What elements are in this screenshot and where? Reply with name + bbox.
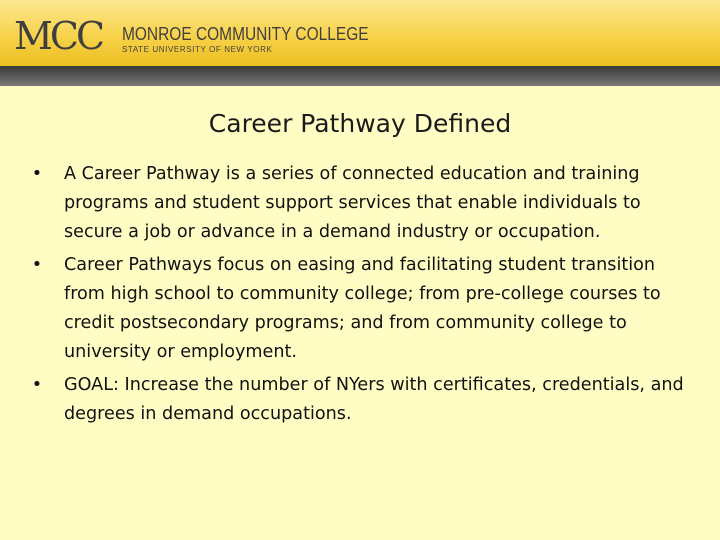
college-subtitle: STATE UNIVERSITY OF NEW YORK (122, 45, 273, 54)
bullet-icon: • (31, 255, 43, 275)
bullet-text: A Career Pathway is a series of connected education and training programs and student support services that enable individuals to secure a job or advance in a demand industry or occupation. (64, 164, 641, 242)
bullet-item (28, 160, 688, 247)
college-name: MONROE COMMUNITY COLLEGE (122, 24, 369, 44)
header-banner (0, 0, 720, 66)
bullet-text: Career Pathways focus on easing and facilitating student transition from high school to community college; from pre-college courses to credit postsecondary programs; and from community college to university or employment. (64, 255, 661, 362)
bullet-icon: • (31, 164, 43, 184)
bullet-item (28, 251, 688, 367)
bullet-text: GOAL: Increase the number of NYers with certificates, credentials, and degrees in demand occupations. (64, 375, 684, 424)
slide-title: Career Pathway Defined (208, 109, 512, 138)
bullet-icon: • (31, 375, 43, 395)
bullet-item (28, 371, 688, 429)
bullet-list (28, 160, 688, 433)
header-divider-band (0, 66, 720, 86)
college-logo: MCC (14, 14, 103, 58)
